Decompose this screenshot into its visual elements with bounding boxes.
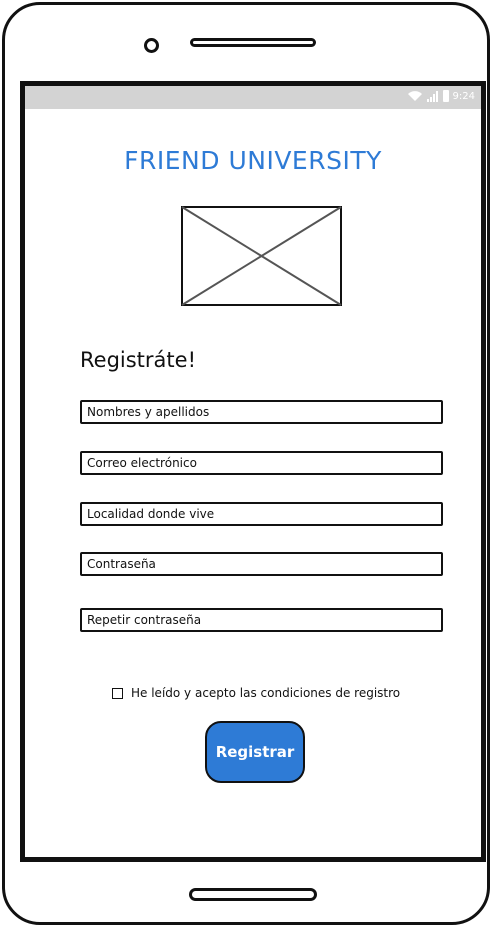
- terms-row[interactable]: [112, 686, 400, 700]
- email-input[interactable]: [80, 451, 443, 475]
- home-button[interactable]: [189, 888, 317, 901]
- terms-checkbox[interactable]: [112, 688, 123, 699]
- password-input[interactable]: [80, 552, 443, 576]
- password-repeat-input[interactable]: [80, 608, 443, 632]
- status-icons: [407, 90, 475, 102]
- screen: [20, 81, 486, 862]
- status-bar: [25, 86, 481, 109]
- locality-input[interactable]: [80, 502, 443, 526]
- battery-icon: [443, 90, 449, 102]
- terms-label: He leído y acepto las condiciones de registro: [131, 686, 401, 700]
- form-heading: Registráte!: [80, 348, 196, 372]
- register-button[interactable]: Registrar: [205, 721, 305, 783]
- app-title: FRIEND UNIVERSITY: [124, 146, 382, 175]
- status-time: 9:24: [452, 90, 475, 102]
- names-input[interactable]: [80, 400, 443, 424]
- speaker: [190, 38, 316, 47]
- signal-icon: [427, 90, 439, 102]
- phone-frame: [2, 2, 490, 925]
- camera: [144, 38, 159, 53]
- wifi-icon: [407, 90, 423, 102]
- image-placeholder: [181, 206, 342, 306]
